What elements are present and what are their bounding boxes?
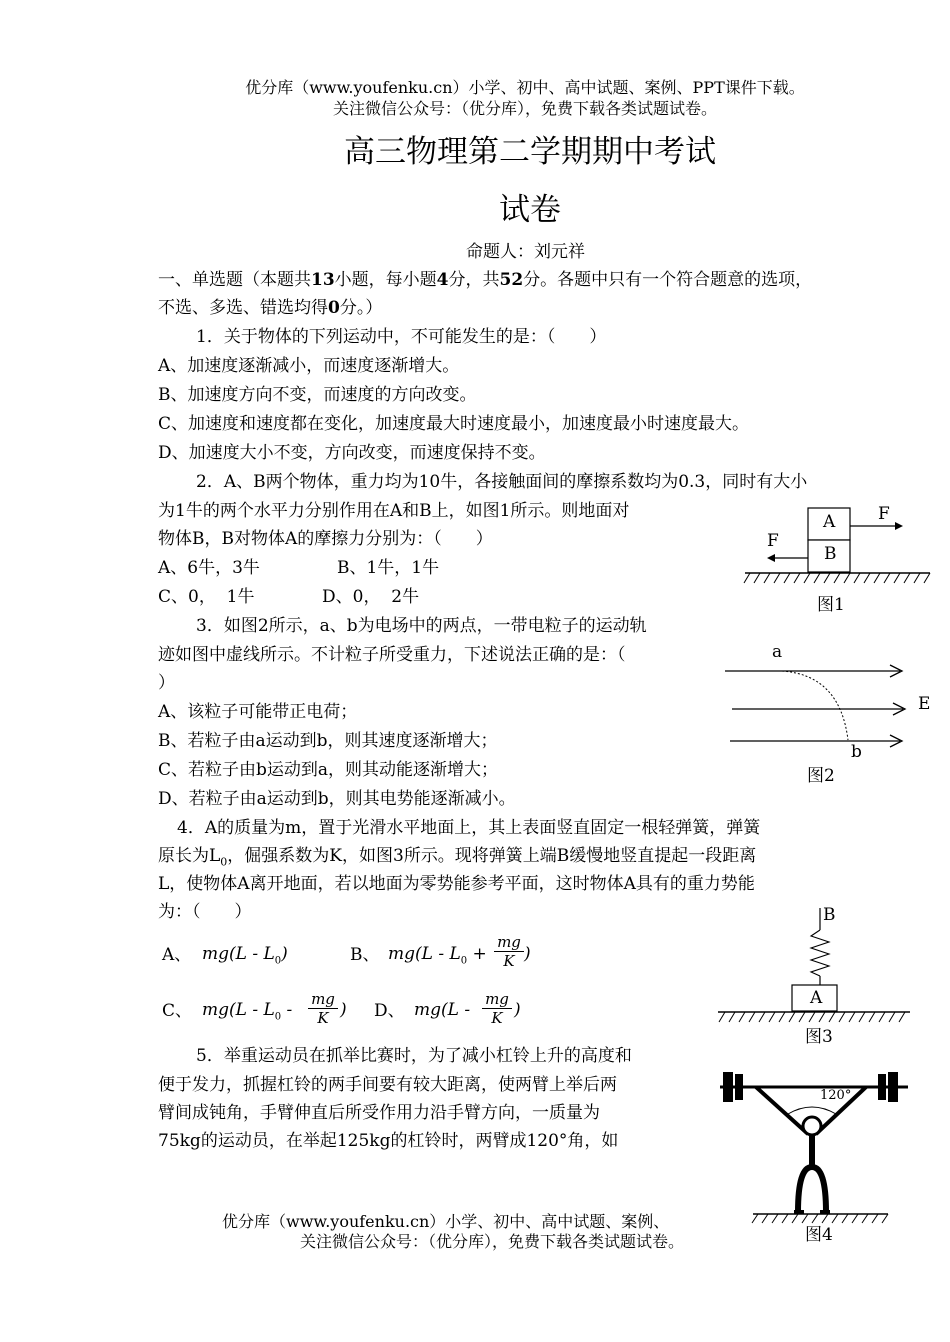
q5-stem-line-1: 5．举重运动员在抓举比赛时，为了减小杠铃上升的高度和 bbox=[196, 1046, 632, 1066]
q4-option-d-formula: mg(L - bbox=[414, 1000, 471, 1020]
q1-stem: 1．关于物体的下列运动中，不可能发生的是：（ ） bbox=[196, 327, 607, 347]
q4-stem-line-3: L，使物体A离开地面，若以地面为零势能参考平面，这时物体A具有的重力势能 bbox=[158, 874, 755, 894]
figure-2 bbox=[720, 640, 935, 785]
figure-4 bbox=[718, 1062, 913, 1252]
q4-option-c-close: ) bbox=[340, 1000, 347, 1020]
left-arm bbox=[756, 1087, 808, 1134]
left-plate-1 bbox=[723, 1072, 733, 1102]
ground-hatch bbox=[744, 573, 930, 583]
q2-stem-line-2: 为1牛的两个水平力分别作用在A和B上，如图1所示。则地面对 bbox=[158, 501, 630, 521]
q2-option-a: A、6牛，3牛 bbox=[158, 558, 260, 578]
q4-stem-line-1: 4．A的质量为m，置于光滑水平地面上，其上表面竖直固定一根轻弹簧，弹簧 bbox=[177, 818, 761, 838]
force-label-top: F bbox=[878, 504, 890, 524]
q2-option-b: B、1牛，1牛 bbox=[337, 558, 440, 578]
block-a-label: A bbox=[823, 512, 836, 532]
q1-option-b: B、加速度方向不变，而速度的方向改变。 bbox=[158, 385, 477, 405]
q2-option-d: D、0， 2牛 bbox=[322, 587, 420, 607]
spring-top-label: B bbox=[823, 905, 836, 925]
author-line: 命题人：刘元祥 bbox=[466, 242, 585, 262]
right-plate-1 bbox=[878, 1074, 886, 1100]
header-line-2: 关注微信公众号：（优分库），免费下载各类试题试卷。 bbox=[332, 99, 717, 118]
angle-label: 120° bbox=[820, 1088, 852, 1103]
q3-option-a: A、该粒子可能带正电荷； bbox=[158, 702, 358, 722]
field-e-label: E bbox=[918, 694, 931, 714]
right-plate-2 bbox=[888, 1072, 898, 1102]
q2-stem-line-1: 2．A、B两个物体，重力均为10牛，各接触面间的摩擦系数均为0.3，同时有大小 bbox=[196, 472, 808, 492]
q4-option-c-label: C、 bbox=[162, 1001, 193, 1021]
header-line-1: 优分库（www.youfenku.cn）小学、初中、高中试题、案例、PPT课件下载。 bbox=[245, 78, 805, 97]
q4-option-b-close: ) bbox=[524, 944, 531, 964]
q4-option-d-fraction: $\frac{mg}{K}$ bbox=[482, 990, 512, 1027]
q2-stem-line-3: 物体B，B对物体A的摩擦力分别为：（ ） bbox=[158, 529, 493, 549]
q4-option-a-label: A、 bbox=[162, 945, 192, 965]
head bbox=[803, 1117, 821, 1135]
q5-stem-line-3: 臂间成钝角，手臂伸直后所受作用力沿手臂方向，一质量为 bbox=[158, 1103, 600, 1123]
section-intro-line-1: 一、单选题（本题共13小题，每小题4分，共52分。各题中只有一个符合题意的选项， bbox=[158, 270, 813, 290]
angle-arc bbox=[788, 1107, 836, 1114]
ground-hatch bbox=[719, 1012, 905, 1022]
q4-option-a-formula: $mg(L - L_0)$ bbox=[202, 944, 288, 967]
left-plate-2 bbox=[735, 1074, 743, 1100]
q2-option-c: C、0， 1牛 bbox=[158, 587, 255, 607]
legs bbox=[798, 1167, 826, 1212]
q3-option-d: D、若粒子由a运动到b，则其电势能逐渐减小。 bbox=[158, 789, 516, 809]
q4-option-c-formula: $mg(L - L_0$ - bbox=[202, 1000, 293, 1023]
spring-coil bbox=[811, 930, 829, 976]
q5-stem-line-2: 便于发力，抓握杠铃的两手间要有较大距离，使两臂上举后两 bbox=[158, 1075, 617, 1095]
figure-4-caption: 图4 bbox=[805, 1225, 833, 1245]
footer-line-2: 关注微信公众号：（优分库），免费下载各类试题试卷。 bbox=[300, 1232, 685, 1251]
particle-trajectory bbox=[782, 671, 848, 740]
q5-stem-line-4: 75kg的运动员，在举起125kg的杠铃时，两臂成120°角，如 bbox=[158, 1131, 619, 1151]
q1-option-a: A、加速度逐渐减小，而速度逐渐增大。 bbox=[158, 356, 460, 376]
q4-option-c-fraction: $\frac{mg}{K}$ bbox=[308, 990, 338, 1027]
q3-option-b: B、若粒子由a运动到b，则其速度逐渐增大； bbox=[158, 731, 498, 751]
q3-option-c: C、若粒子由b运动到a，则其动能逐渐增大； bbox=[158, 760, 499, 780]
q4-option-b-formula: $mg(L - L_0$ + bbox=[388, 944, 487, 967]
point-b-label: b bbox=[851, 742, 862, 762]
q4-stem-line-4: 为：（ ） bbox=[158, 902, 252, 922]
block-a-label: A bbox=[810, 988, 823, 1008]
q3-stem-line-1: 3．如图2所示，a、b为电场中的两点，一带电粒子的运动轨 bbox=[196, 616, 647, 636]
q3-stem-line-2: 迹如图中虚线所示。不计粒子所受重力，下述说法正确的是：（ bbox=[158, 645, 626, 665]
figure-2-caption: 图2 bbox=[807, 766, 835, 786]
block-b-label: B bbox=[824, 544, 837, 564]
point-a-label: a bbox=[772, 642, 783, 662]
force-label-left: F bbox=[767, 531, 779, 551]
q4-option-d-label: D、 bbox=[374, 1001, 405, 1021]
q4-option-b-fraction: $\frac{mg}{K}$ bbox=[494, 933, 524, 970]
q1-option-c: C、加速度和速度都在变化，加速度最大时速度最小，加速度最小时速度最大。 bbox=[158, 414, 750, 434]
section-intro-line-2: 不选、多选、错选均得0分。） bbox=[158, 298, 383, 318]
q3-stem-line-3: ） bbox=[158, 673, 175, 693]
figure-1-caption: 图1 bbox=[817, 595, 845, 615]
figure-1 bbox=[740, 500, 940, 615]
page-title: 高三物理第二学期期中考试 bbox=[344, 134, 716, 170]
q4-option-d-close: ) bbox=[514, 1000, 521, 1020]
footer-line-1: 优分库（www.youfenku.cn）小学、初中、高中试题、案例、 bbox=[222, 1212, 670, 1231]
q4-stem-line-2: 原长为$L_0$，倔强系数为K，如图3所示。现将弹簧上端B缓慢地竖直提起一段距离 bbox=[158, 846, 757, 869]
q4-option-b-label: B、 bbox=[350, 945, 380, 965]
page-subtitle: 试卷 bbox=[499, 192, 561, 228]
q1-option-d: D、加速度大小不变，方向改变，而速度保持不变。 bbox=[158, 443, 546, 463]
figure-3-caption: 图3 bbox=[805, 1027, 833, 1047]
figure-3 bbox=[715, 900, 915, 1045]
